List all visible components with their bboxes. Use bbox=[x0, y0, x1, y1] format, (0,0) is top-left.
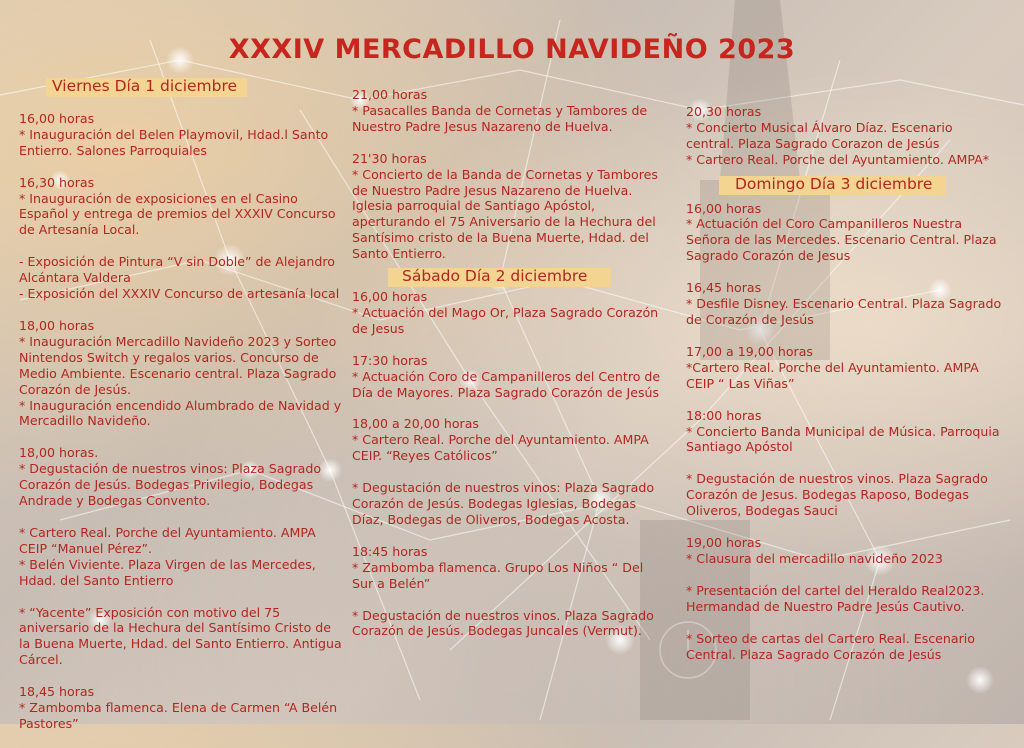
event-block: 16,30 horas * Inauguración de exposiciones en el Casino Español y entrega de premios del XXXIV Concurso de Artesanía Local. bbox=[19, 174, 336, 238]
event-block: * Sorteo de cartas del Cartero Real. Escenario Central. Plaza Sagrado Corazón de Jesús bbox=[686, 630, 976, 662]
column-saturday bbox=[352, 87, 668, 655]
event-block: - Exposición de Pintura “V sin Doble” de Alejandro Alcántara Valdera - Exposición del XXXIV Concurso de artesanía local bbox=[19, 254, 340, 302]
event-block: 17,00 a 19,00 horas *Cartero Real. Porche del Ayuntamiento. AMPA CEIP “ Las Viñas” bbox=[686, 343, 979, 391]
event-block: * Presentación del cartel del Heraldo Real2023. Hermandad de Nuestro Padre Jesús Cautivo. bbox=[686, 582, 985, 614]
event-block: * Cartero Real. Porche del Ayuntamiento. AMPA CEIP “Manuel Pérez”. * Belén Viviente. Plaza Virgen de las Mercedes, Hdad. del Santo Entierro bbox=[19, 524, 316, 588]
event-block: 21'30 horas * Concierto de la Banda de Cornetas y Tambores de Nuestro Padre Jesus Nazareno de Huelva. Iglesia parroquial de Santiago Apóstol, aperturando el 75 Aniversario de la Hechura del Santísimo cristo de la Buena Muerte, Hdad. del Santo Entierro. bbox=[352, 150, 658, 262]
event-block: 16,00 horas * Inauguración del Belen Playmovil, Hdad.l Santo Entierro. Salones Parroquiales bbox=[19, 110, 329, 158]
event-block: 16,45 horas * Desfile Disney. Escenario Central. Plaza Sagrado de Corazón de Jesús bbox=[686, 280, 1002, 327]
event-block: 18,00 horas. * Degustación de nuestros vinos: Plaza Sagrado Corazón de Jesús. Bodegas Privilegio, Bodegas Andrade y Bodegas Convento. bbox=[19, 445, 322, 509]
event-block: * Degustación de nuestros vinos. Plaza Sagrado Corazón de Jesus. Bodegas Raposo, Bodegas Oliveros, Bodegas Sauci bbox=[686, 471, 988, 519]
event-block: 17:30 horas * Actuación Coro de Campanilleros del Centro de Día de Mayores. Plaza Sagrado Corazón de Jesús bbox=[352, 352, 661, 400]
event-block: 18,00 horas * Inauguración Mercadillo Navideño 2023 y Sorteo Nintendos Switch y regalos varios. Concurso de Medio Ambiente. Escenario central. Plaza Sagrado Corazón de Jesús. * Inauguración encendido Alumbrado de Navidad y Mercadillo Navideño. bbox=[19, 317, 342, 429]
event-block: 18:45 horas * Zambomba flamenca. Grupo Los Niños “ Del Sur a Belén” bbox=[352, 543, 644, 591]
event-block: 16,00 horas * Actuación del Mago Or, Plaza Sagrado Corazón de Jesus bbox=[352, 288, 659, 336]
event-block: * Degustación de nuestros vinos. Plaza Sagrado Corazón de Jesús. Bodegas Juncales (Vermut). bbox=[352, 607, 654, 639]
event-block: 20,30 horas * Concierto Musical Álvaro Díaz. Escenario central. Plaza Sagrado Corazon de Jesús * Cartero Real. Porche del Ayuntamiento. AMPA* bbox=[686, 104, 990, 167]
day-header-saturday: Sábado Día 2 diciembre bbox=[388, 268, 611, 287]
event-block: 16,00 horas * Actuación del Coro Campanilleros Nuestra Señora de las Mercedes. Escenario Central. Plaza Sagrado Corazón de Jesus bbox=[686, 200, 997, 264]
page-title: XXXIV MERCADILLO NAVIDEÑO 2023 bbox=[228, 34, 796, 65]
event-block: 18,45 horas * Zambomba flamenca. Elena de Carmen “A Belén Pastores” bbox=[19, 684, 338, 731]
event-block: 21,00 horas * Pasacalles Banda de Cornetas y Tambores de Nuestro Padre Jesus Nazareno de Huelva. bbox=[352, 87, 648, 134]
event-block: 19,00 horas * Clausura del mercadillo navideño 2023 bbox=[686, 535, 943, 566]
column-sunday bbox=[686, 104, 1004, 678]
event-block: * “Yacente” Exposición con motivo del 75 aniversario de la Hechura del Santísimo Cristo de la Buena Muerte, Hdad. del Santo Entierro. Antigua Cárcel. bbox=[19, 604, 342, 668]
event-block: 18,00 a 20,00 horas * Cartero Real. Porche del Ayuntamiento. AMPA CEIP. “Reyes Católicos” bbox=[352, 416, 649, 464]
day-header-sunday: Domingo Día 3 diciembre bbox=[719, 176, 946, 195]
event-block: 18:00 horas * Concierto Banda Municipal de Música. Parroquia Santiago Apóstol bbox=[686, 407, 1000, 455]
column-friday bbox=[19, 78, 343, 748]
event-block: * Degustación de nuestros vinos: Plaza Sagrado Corazón de Jesús. Bodegas Iglesias, Bodegas Díaz, Bodegas de Oliveros, Bodegas Acosta. bbox=[352, 480, 655, 527]
day-header-friday: Viernes Día 1 diciembre bbox=[46, 78, 247, 97]
